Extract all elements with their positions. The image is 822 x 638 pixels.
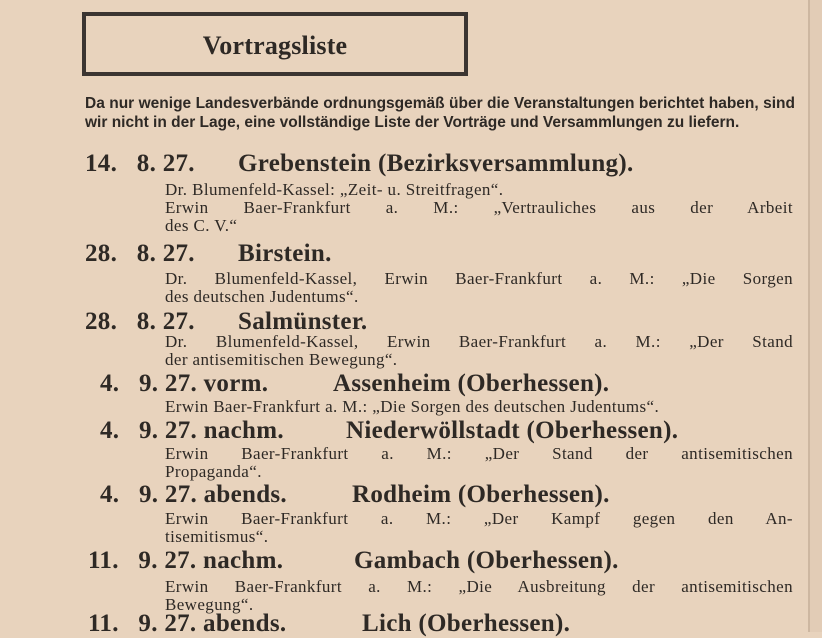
intro-paragraph: Da nur wenige Landesverbände ordnungsgemäß über die Veranstaltungen berichtet haben, sind wir nicht in der Lage, eine vollständige Liste der Vorträge und Versammlungen zu liefern. [85, 95, 795, 131]
entry-date: 28. 8. 27. [85, 240, 195, 267]
entry-date: 28. 8. 27. [85, 308, 195, 335]
entry-date: 11. 9. 27. abends. [88, 610, 287, 637]
page-edge-shadow [810, 0, 822, 632]
detail-line: der antisemitischen Bewegung“. [165, 350, 398, 369]
entry-details [165, 333, 793, 369]
entry-date: 4. 9. 27. abends. [100, 481, 287, 508]
entry-details [165, 510, 793, 546]
detail-line: Erwin Baer-Frankfurt a. M.: „Vertrauliches aus der Arbeit [165, 198, 793, 217]
entry-place: Grebenstein (Bezirksversammlung). [238, 150, 634, 177]
detail-line: Erwin Baer-Frankfurt a. M.: „Der Kampf gegen den An- [165, 509, 793, 528]
entry-place: Assenheim (Oberhessen). [333, 370, 610, 397]
entry-details [165, 578, 793, 614]
detail-line: tisemitismus“. [165, 527, 269, 546]
detail-line: Erwin Baer-Frankfurt a. M.: „Die Sorgen des deutschen Judentums“. [165, 397, 660, 416]
entry-details [165, 270, 793, 306]
entry-date: 11. 9. 27. nachm. [88, 547, 284, 574]
entry-place: Lich (Oberhessen). [362, 610, 571, 637]
entry-place: Niederwöllstadt (Oberhessen). [346, 417, 679, 444]
entry-details [165, 445, 793, 481]
detail-line: des C. V.“ [165, 216, 238, 235]
detail-line: Dr. Blumenfeld-Kassel, Erwin Baer-Frankfurt a. M.: „Der Stand [165, 332, 793, 351]
entry-date: 4. 9. 27. nachm. [100, 417, 284, 444]
page-title: Vortragsliste [202, 31, 348, 60]
detail-line: Dr. Blumenfeld-Kassel, Erwin Baer-Frankfurt a. M.: „Die Sorgen [165, 269, 793, 288]
entry-place: Rodheim (Oberhessen). [352, 481, 610, 508]
entry-details [165, 181, 793, 235]
entry-date: 4. 9. 27. vorm. [100, 370, 269, 397]
detail-line: Dr. Blumenfeld-Kassel: „Zeit- u. Streitfragen“. [165, 180, 504, 199]
detail-line: des deutschen Judentums“. [165, 287, 359, 306]
detail-line: Bewegung“. [165, 595, 254, 614]
detail-line: Erwin Baer-Frankfurt a. M.: „Die Ausbreitung der antisemitischen [165, 577, 793, 596]
detail-line: Erwin Baer-Frankfurt a. M.: „Der Stand der antisemitischen [165, 444, 793, 463]
entry-place: Birstein. [238, 240, 332, 267]
entry-place: Salmünster. [238, 308, 368, 335]
entry-place: Gambach (Oberhessen). [354, 547, 619, 574]
entry-date: 14. 8. 27. [85, 150, 195, 177]
title-box [82, 12, 468, 76]
entry-details [165, 398, 793, 416]
detail-line: Propaganda“. [165, 462, 262, 481]
